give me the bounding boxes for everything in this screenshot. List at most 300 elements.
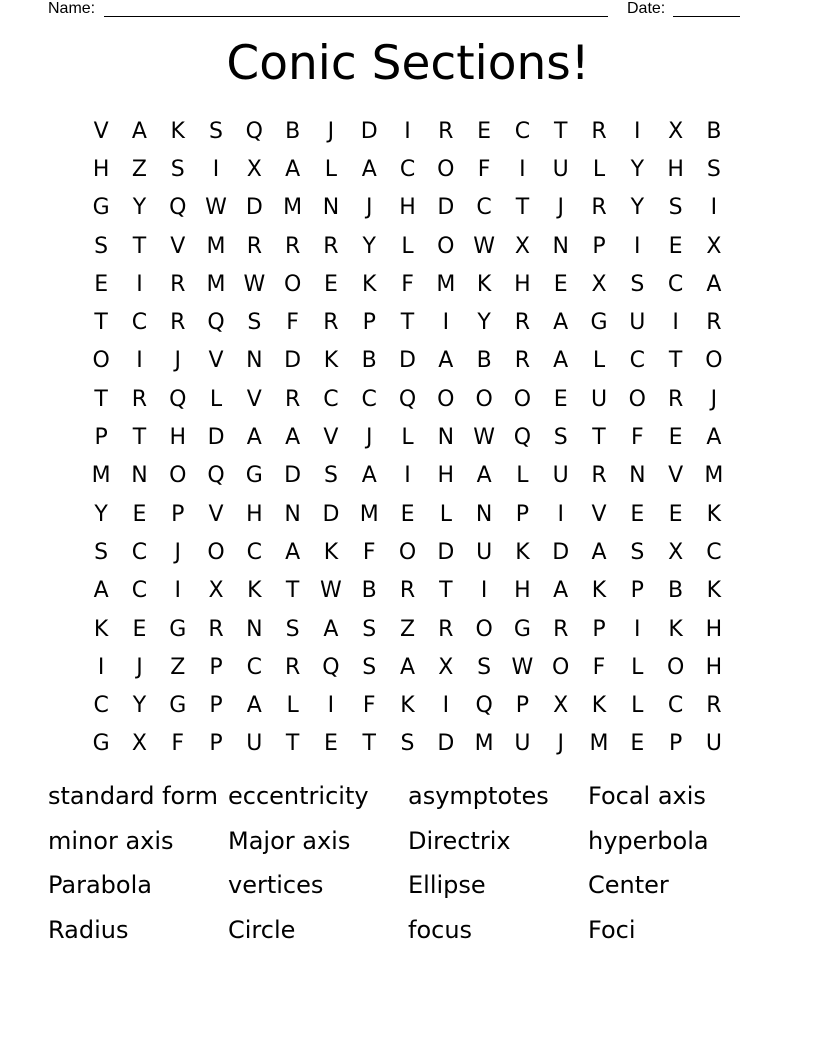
grid-letter[interactable]: Y (630, 195, 645, 221)
grid-letter[interactable]: S (630, 539, 645, 565)
grid-letter[interactable]: X (208, 578, 224, 604)
grid-letter[interactable]: I (634, 616, 641, 642)
grid-letter[interactable]: R (667, 386, 684, 412)
grid-letter[interactable]: X (246, 156, 262, 182)
grid-letter[interactable]: O (437, 156, 455, 182)
grid-letter[interactable]: C (131, 539, 148, 565)
grid-letter[interactable]: C (246, 539, 263, 565)
grid-letter[interactable]: Q (513, 425, 532, 451)
grid-letter[interactable]: R (170, 310, 186, 336)
grid-letter[interactable]: B (476, 348, 492, 374)
grid-letter[interactable]: S (477, 654, 492, 680)
grid-letter[interactable]: D (437, 539, 455, 565)
grid-letter[interactable]: I (136, 348, 143, 374)
grid-letter[interactable]: W (320, 578, 342, 604)
grid-letter[interactable]: L (592, 156, 606, 182)
grid-letter[interactable]: Q (245, 118, 263, 144)
grid-letter[interactable]: R (591, 195, 607, 221)
grid-letter[interactable]: C (93, 693, 109, 719)
grid-letter[interactable]: A (553, 348, 569, 374)
grid-letter[interactable]: S (323, 463, 338, 489)
grid-letter[interactable]: Y (132, 195, 147, 221)
grid-letter[interactable]: R (438, 616, 454, 642)
grid-letter[interactable]: E (477, 118, 492, 144)
grid-letter[interactable]: S (630, 271, 645, 297)
grid-letter[interactable]: C (514, 118, 531, 144)
grid-letter[interactable]: M (283, 195, 303, 221)
grid-letter[interactable]: K (591, 693, 607, 719)
grid-letter[interactable]: J (365, 425, 373, 451)
grid-letter[interactable]: B (668, 578, 684, 604)
grid-letter[interactable]: E (630, 501, 645, 527)
grid-letter[interactable]: A (93, 578, 109, 604)
grid-letter[interactable]: K (515, 539, 530, 565)
grid-letter[interactable]: S (209, 118, 224, 144)
grid-letter[interactable]: F (401, 271, 414, 297)
grid-letter[interactable]: N (629, 463, 646, 489)
grid-letter[interactable]: P (209, 731, 223, 757)
grid-letter[interactable]: D (437, 731, 455, 757)
grid-letter[interactable]: H (92, 156, 110, 182)
grid-letter[interactable]: N (131, 463, 148, 489)
grid-letter[interactable]: F (477, 156, 491, 182)
grid-letter[interactable]: J (327, 118, 335, 144)
grid-letter[interactable]: V (246, 386, 262, 412)
grid-letter[interactable]: M (704, 463, 724, 489)
grid-letter[interactable]: T (515, 195, 530, 221)
grid-letter[interactable]: K (706, 578, 722, 604)
grid-letter[interactable]: Z (399, 616, 416, 642)
grid-letter[interactable]: H (705, 616, 723, 642)
grid-letter[interactable]: D (552, 539, 570, 565)
grid-letter[interactable]: O (169, 463, 187, 489)
grid-letter[interactable]: K (476, 271, 492, 297)
grid-letter[interactable]: O (207, 539, 225, 565)
grid-letter[interactable]: L (401, 425, 414, 451)
grid-letter[interactable]: V (208, 348, 224, 374)
grid-letter[interactable]: I (442, 310, 450, 336)
grid-letter[interactable]: P (209, 693, 223, 719)
grid-letter[interactable]: V (323, 425, 339, 451)
grid-letter[interactable]: T (668, 348, 683, 374)
grid-letter[interactable]: C (361, 386, 377, 412)
grid-letter[interactable]: J (365, 195, 373, 221)
grid-letter[interactable]: O (475, 616, 493, 642)
word-bank-item: Directrix (408, 826, 511, 855)
grid-letter[interactable]: O (475, 386, 493, 412)
grid-letter[interactable]: K (93, 616, 109, 642)
grid-letter[interactable]: T (362, 731, 376, 757)
grid-letter[interactable]: S (362, 616, 377, 642)
grid-letter[interactable]: H (437, 463, 455, 489)
grid-letter[interactable]: Q (398, 386, 417, 412)
grid-letter[interactable]: R (591, 118, 607, 144)
grid-letter[interactable]: M (589, 731, 609, 757)
grid-letter[interactable]: G (169, 616, 187, 642)
grid-letter[interactable]: M (91, 463, 111, 489)
grid-letter[interactable]: Q (475, 693, 493, 719)
word-bank-item: focus (408, 915, 473, 944)
grid-letter[interactable]: E (553, 386, 568, 412)
grid-letter[interactable]: N (246, 348, 263, 374)
grid-letter[interactable]: D (207, 425, 225, 451)
grid-letter[interactable]: J (557, 195, 564, 221)
grid-letter[interactable]: K (170, 118, 185, 144)
grid-letter[interactable]: J (174, 539, 181, 565)
grid-letter[interactable]: N (246, 616, 263, 642)
date-blank-line[interactable] (673, 16, 740, 17)
grid-letter[interactable]: E (323, 731, 338, 757)
grid-letter[interactable]: D (322, 501, 340, 527)
grid-letter[interactable]: R (706, 693, 722, 719)
grid-letter[interactable]: N (437, 425, 455, 451)
grid-letter[interactable]: R (591, 463, 607, 489)
grid-letter[interactable]: A (131, 118, 147, 144)
grid-letter[interactable]: E (668, 501, 683, 527)
grid-letter[interactable]: T (592, 425, 606, 451)
grid-letter[interactable]: R (323, 310, 339, 336)
grid-letter[interactable]: F (362, 539, 376, 565)
grid-letter[interactable]: L (324, 156, 338, 182)
word-bank-item: Parabola (48, 871, 152, 899)
grid-letter[interactable]: R (438, 118, 454, 144)
grid-letter[interactable]: Z (131, 156, 147, 182)
grid-letter[interactable]: D (284, 348, 302, 374)
grid-letter[interactable]: I (327, 693, 335, 719)
grid-letter[interactable]: R (208, 616, 224, 642)
grid-letter[interactable]: K (706, 501, 722, 527)
grid-letter[interactable]: C (399, 156, 416, 182)
grid-letter[interactable]: T (285, 578, 300, 604)
grid-letter[interactable]: J (174, 348, 181, 374)
grid-letter[interactable]: A (246, 425, 262, 451)
grid-letter[interactable]: K (668, 616, 683, 642)
grid-letter[interactable]: X (514, 233, 530, 259)
grid-letter[interactable]: S (170, 156, 185, 182)
grid-letter[interactable]: R (131, 386, 148, 412)
grid-letter[interactable]: O (666, 654, 685, 680)
grid-letter[interactable]: A (361, 463, 377, 489)
grid-letter[interactable]: U (246, 731, 263, 757)
grid-letter[interactable]: R (284, 233, 301, 259)
grid-letter[interactable]: M (436, 271, 456, 297)
grid-letter[interactable]: Y (362, 233, 376, 259)
grid-letter[interactable]: R (706, 310, 722, 336)
grid-letter[interactable]: K (323, 348, 339, 374)
grid-letter[interactable]: S (668, 195, 683, 221)
grid-letter[interactable]: J (136, 654, 143, 680)
grid-letter[interactable]: N (475, 501, 493, 527)
grid-letter[interactable]: E (553, 271, 568, 297)
grid-letter[interactable]: F (171, 731, 185, 757)
grid-letter[interactable]: A (399, 654, 416, 680)
grid-letter[interactable]: X (706, 233, 722, 259)
grid-letter[interactable]: X (668, 118, 684, 144)
grid-letter[interactable]: P (209, 654, 223, 680)
grid-letter[interactable]: S (247, 310, 262, 336)
grid-letter[interactable]: K (247, 578, 262, 604)
grid-letter[interactable]: Z (170, 654, 186, 680)
grid-letter[interactable]: M (206, 271, 226, 297)
grid-letter[interactable]: N (322, 195, 340, 221)
grid-letter[interactable]: J (557, 731, 564, 757)
grid-letter[interactable]: O (437, 233, 455, 259)
grid-letter[interactable]: T (94, 386, 108, 412)
grid-letter[interactable]: H (667, 156, 684, 182)
grid-letter[interactable]: P (668, 731, 683, 757)
grid-letter[interactable]: I (404, 463, 411, 489)
grid-letter[interactable]: G (245, 463, 263, 489)
word-bank-item: Focal axis (588, 782, 706, 810)
grid-letter[interactable]: E (132, 501, 147, 527)
grid-letter[interactable]: F (362, 693, 376, 719)
grid-letter[interactable]: C (323, 386, 339, 412)
grid-letter[interactable]: E (630, 731, 645, 757)
grid-letter[interactable]: G (513, 616, 531, 642)
grid-letter[interactable]: S (94, 539, 109, 565)
grid-letter[interactable]: W (473, 425, 495, 451)
grid-letter[interactable]: S (362, 654, 377, 680)
grid-letter[interactable]: P (592, 233, 606, 259)
grid-letter[interactable]: Y (94, 501, 108, 527)
grid-letter[interactable]: S (94, 233, 109, 259)
grid-letter[interactable]: P (630, 578, 644, 604)
grid-letter[interactable]: I (404, 118, 411, 144)
grid-letter[interactable]: T (439, 578, 453, 604)
grid-letter[interactable]: O (628, 386, 646, 412)
grid-letter[interactable]: A (476, 463, 492, 489)
word-bank-item: Center (588, 871, 669, 899)
grid-letter[interactable]: O (513, 386, 532, 412)
grid-letter[interactable]: N (284, 501, 301, 527)
grid-letter[interactable]: I (97, 654, 105, 680)
grid-letter[interactable]: V (668, 463, 684, 489)
grid-letter[interactable]: F (592, 654, 606, 680)
grid-letter[interactable]: L (516, 463, 529, 489)
grid-letter[interactable]: D (245, 195, 263, 221)
grid-letter[interactable]: V (208, 501, 224, 527)
grid-letter[interactable]: P (592, 616, 606, 642)
grid-letter[interactable]: V (170, 233, 186, 259)
grid-letter[interactable]: I (557, 501, 564, 527)
grid-letter[interactable]: P (171, 501, 185, 527)
grid-letter[interactable]: A (323, 616, 339, 642)
grid-letter[interactable]: O (437, 386, 455, 412)
grid-letter[interactable]: T (400, 310, 415, 336)
grid-letter[interactable]: P (94, 425, 108, 451)
grid-letter[interactable]: I (634, 118, 641, 144)
grid-letter[interactable]: N (552, 233, 569, 259)
grid-letter[interactable]: J (710, 386, 718, 412)
grid-letter[interactable]: U (514, 731, 531, 757)
grid-letter[interactable]: M (474, 731, 494, 757)
grid-letter[interactable]: I (174, 578, 181, 604)
grid-letter[interactable]: W (511, 654, 534, 680)
grid-letter[interactable]: W (473, 233, 495, 259)
word-bank-item: Circle (228, 915, 296, 944)
grid-letter[interactable]: O (92, 348, 110, 374)
grid-letter[interactable]: R (323, 233, 339, 259)
grid-letter[interactable]: L (401, 233, 414, 259)
grid-letter[interactable]: F (630, 425, 644, 451)
grid-letter[interactable]: D (437, 195, 455, 221)
grid-letter[interactable]: E (668, 233, 683, 259)
grid-letter[interactable]: B (285, 118, 301, 144)
grid-letter[interactable]: P (515, 693, 530, 719)
grid-letter[interactable]: S (285, 616, 300, 642)
grid-letter[interactable]: G (92, 731, 110, 757)
grid-letter[interactable]: O (283, 271, 302, 297)
name-blank-line[interactable] (104, 16, 608, 17)
grid-letter[interactable]: A (591, 539, 607, 565)
grid-letter[interactable]: E (400, 501, 415, 527)
grid-letter[interactable]: P (515, 501, 530, 527)
grid-letter[interactable]: V (591, 501, 607, 527)
grid-letter[interactable]: I (136, 271, 143, 297)
grid-letter[interactable]: T (553, 118, 568, 144)
grid-letter[interactable]: I (480, 578, 488, 604)
grid-letter[interactable]: R (514, 348, 531, 374)
grid-letter[interactable]: Q (207, 310, 225, 336)
word-bank (48, 777, 768, 955)
grid-letter[interactable]: O (552, 654, 570, 680)
grid-letter[interactable]: G (169, 693, 187, 719)
grid-letter[interactable]: A (438, 348, 454, 374)
grid-letter[interactable]: C (629, 348, 645, 374)
grid-letter[interactable]: X (438, 654, 454, 680)
grid-letter[interactable]: C (246, 654, 263, 680)
grid-letter[interactable]: H (169, 425, 187, 451)
grid-letter[interactable]: H (514, 578, 531, 604)
grid-letter[interactable]: U (552, 463, 569, 489)
grid-letter[interactable]: A (706, 271, 722, 297)
grid-letter[interactable]: F (286, 310, 299, 336)
grid-letter[interactable]: K (591, 578, 607, 604)
grid-letter[interactable]: Q (169, 386, 187, 412)
grid-letter[interactable]: C (131, 578, 148, 604)
grid-letter[interactable]: U (590, 386, 608, 412)
grid-letter[interactable]: D (399, 348, 416, 374)
grid-letter[interactable]: L (631, 693, 644, 719)
grid-letter[interactable]: U (629, 310, 646, 336)
grid-letter[interactable]: U (552, 156, 569, 182)
grid-letter[interactable]: K (362, 271, 377, 297)
grid-letter[interactable]: O (398, 539, 417, 565)
grid-letter[interactable]: K (323, 539, 339, 565)
grid-letter[interactable]: A (706, 425, 722, 451)
grid-letter[interactable]: A (285, 539, 301, 565)
grid-letter[interactable]: S (400, 731, 415, 757)
grid-letter[interactable]: A (361, 156, 377, 182)
grid-letter[interactable]: C (476, 195, 492, 221)
grid-letter[interactable]: E (323, 271, 338, 297)
grid-letter[interactable]: B (361, 578, 377, 604)
grid-letter[interactable]: Q (169, 195, 187, 221)
grid-letter[interactable]: T (94, 310, 108, 336)
grid-letter[interactable]: Y (132, 693, 147, 719)
grid-letter[interactable]: U (476, 539, 493, 565)
grid-letter[interactable]: M (206, 233, 226, 259)
grid-letter[interactable]: R (246, 233, 262, 259)
grid-letter[interactable]: D (284, 463, 302, 489)
grid-letter[interactable]: T (132, 233, 147, 259)
grid-letter[interactable]: R (284, 386, 301, 412)
grid-letter[interactable]: B (706, 118, 722, 144)
grid-letter[interactable]: L (631, 654, 644, 680)
grid-letter[interactable]: L (439, 501, 452, 527)
grid-letter[interactable]: R (514, 310, 531, 336)
grid-letter[interactable]: I (519, 156, 526, 182)
grid-letter[interactable]: C (131, 310, 148, 336)
grid-letter[interactable]: X (131, 731, 147, 757)
grid-letter[interactable]: P (362, 310, 376, 336)
grid-letter[interactable]: G (590, 310, 608, 336)
grid-letter[interactable]: E (132, 616, 147, 642)
grid-letter[interactable]: A (553, 578, 569, 604)
grid-letter[interactable]: I (672, 310, 679, 336)
grid-letter[interactable]: L (592, 348, 606, 374)
grid-letter[interactable]: Y (477, 310, 491, 336)
grid-letter[interactable]: T (285, 731, 300, 757)
grid-letter[interactable]: E (668, 425, 683, 451)
grid-letter[interactable]: A (246, 693, 262, 719)
grid-letter[interactable]: R (170, 271, 186, 297)
grid-letter[interactable]: R (553, 616, 569, 642)
grid-letter[interactable]: D (360, 118, 378, 144)
grid-letter[interactable]: I (442, 693, 450, 719)
grid-letter[interactable]: B (361, 348, 377, 374)
grid-letter[interactable]: H (514, 271, 531, 297)
grid-letter[interactable]: V (93, 118, 109, 144)
grid-letter[interactable]: C (706, 539, 722, 565)
grid-letter[interactable]: X (591, 271, 607, 297)
word-bank-item: vertices (228, 871, 324, 899)
grid-letter[interactable]: S (706, 156, 721, 182)
grid-letter[interactable]: I (634, 233, 641, 259)
grid-letter[interactable]: L (286, 693, 299, 719)
grid-letter[interactable]: Y (630, 156, 645, 182)
grid-letter[interactable]: H (705, 654, 723, 680)
grid-letter[interactable]: L (209, 386, 223, 412)
grid-letter[interactable]: M (359, 501, 379, 527)
grid-letter[interactable]: A (285, 425, 301, 451)
grid-letter[interactable]: O (705, 348, 723, 374)
grid-letter[interactable]: I (710, 195, 718, 221)
grid-letter[interactable]: I (212, 156, 220, 182)
grid-letter[interactable]: Q (322, 654, 340, 680)
grid-letter[interactable]: H (246, 501, 263, 527)
grid-letter[interactable]: A (285, 156, 301, 182)
grid-letter[interactable]: H (399, 195, 416, 221)
grid-letter[interactable]: U (705, 731, 722, 757)
grid-letter[interactable]: C (667, 693, 684, 719)
word-bank-item: Foci (588, 915, 636, 944)
grid-letter[interactable]: S (553, 425, 568, 451)
grid-letter[interactable]: A (553, 310, 569, 336)
grid-letter[interactable]: C (667, 271, 684, 297)
grid-letter[interactable]: W (205, 195, 227, 221)
grid-letter[interactable]: X (668, 539, 684, 565)
grid-letter[interactable]: G (92, 195, 110, 221)
grid-letter[interactable]: T (132, 425, 147, 451)
grid-letter[interactable]: Q (207, 463, 225, 489)
grid-letter[interactable]: E (94, 271, 109, 297)
grid-letter[interactable]: K (400, 693, 415, 719)
grid-letter[interactable]: W (243, 271, 266, 297)
grid-letter[interactable]: R (284, 654, 301, 680)
grid-letter[interactable]: X (553, 693, 569, 719)
grid-letter[interactable]: R (399, 578, 416, 604)
